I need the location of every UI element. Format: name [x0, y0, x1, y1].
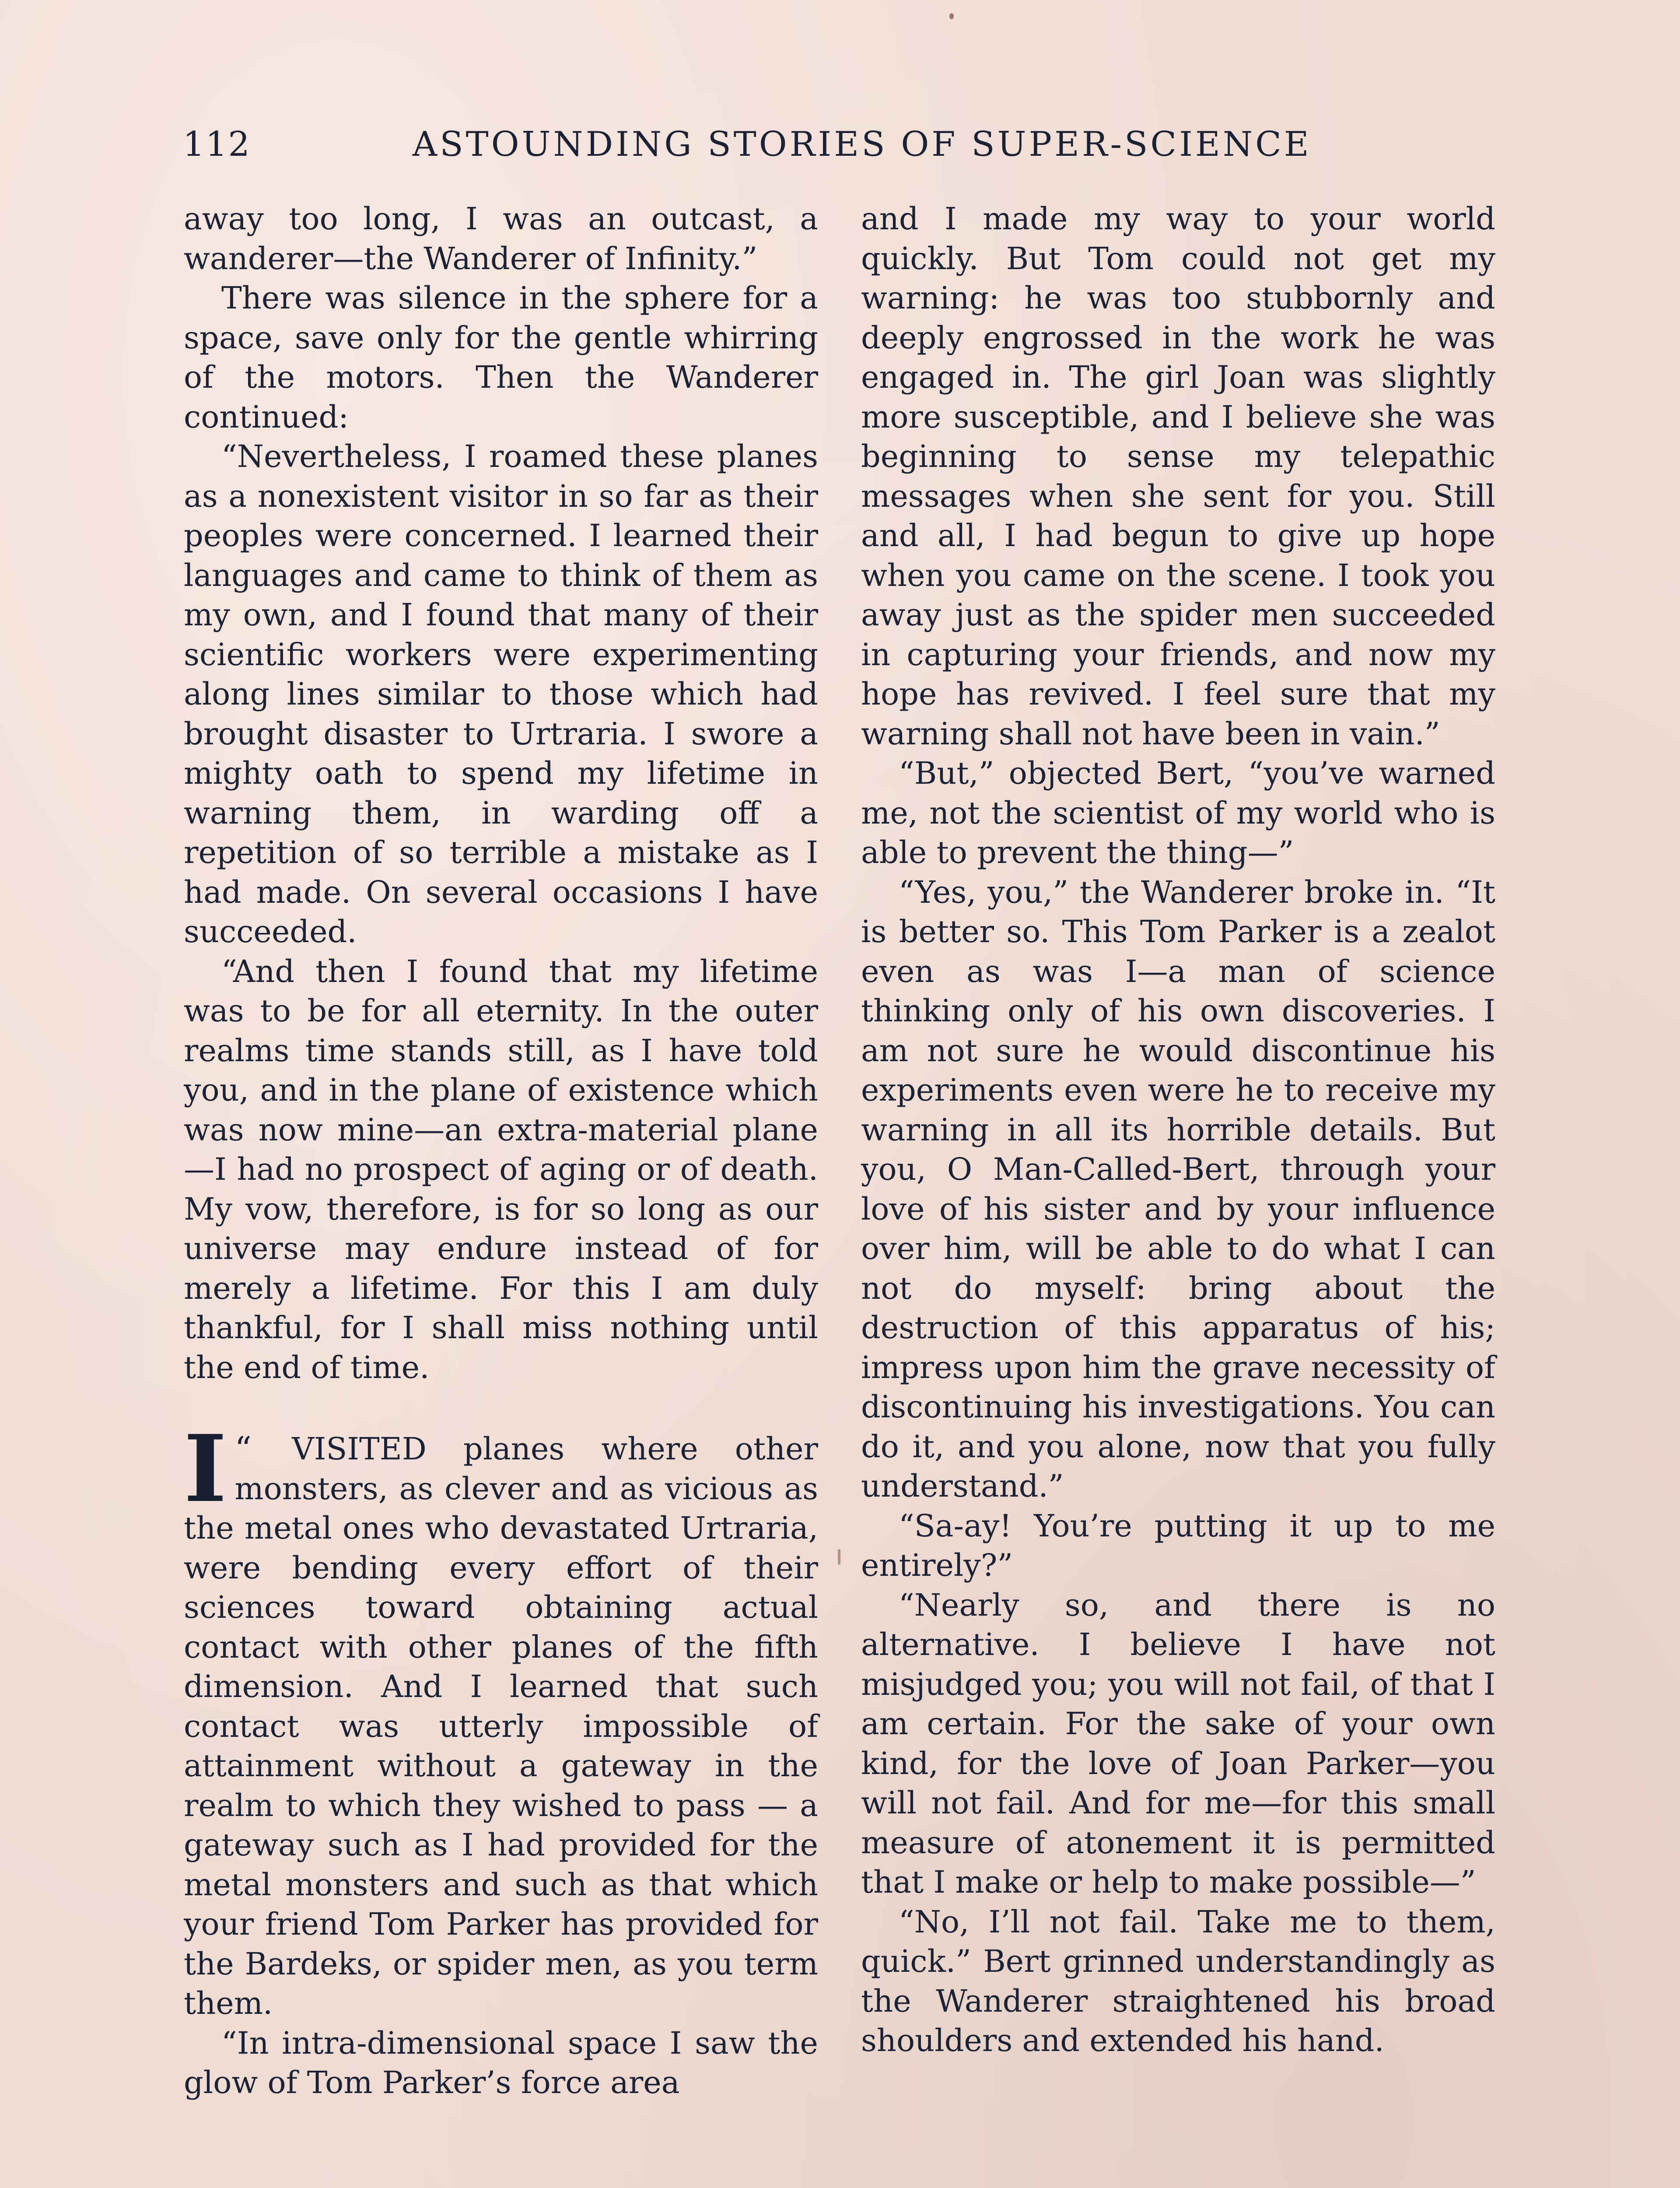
paper-speck [838, 1549, 840, 1565]
right-column [861, 199, 1495, 2061]
paragraph: “Yes, you,” the Wanderer broke in. “It is better so. This Tom Parker is a zealot even as was I—a man of science thinking only of his own discoveries. I am not sure he would discontinue his experiments even were he to receive my warning in all its horrible details. But you, O Man-Called-Bert, through your love of his sister and by your influence over him, will be able to do what I can not do myself: bring about the destruction of this apparatus of his; impress upon him the grave necessity of discontinuing his investigations. You can do it, and you alone, now that you fully understand.” [861, 874, 1495, 1504]
running-title: ASTOUNDING STORIES OF SUPER-SCIENCE [412, 125, 1312, 164]
page-header [183, 116, 1334, 173]
section-start-paragraph [184, 1415, 818, 2023]
paragraph: “Nearly so, and there is no alternative. I believe I have not misjudged you; you will not fail, of that I am certain. For the sake of your own kind, for the love of Joan Parker—you will not fail. And for me—for this small measure of atonement it is permitted that I make or help to make possible—” [861, 1587, 1495, 1900]
page-number: 112 [183, 125, 251, 164]
paragraph: “But,” objected Bert, “you’ve warned me, not the scientist of my world who is able to prevent the thing—” [861, 755, 1495, 870]
paragraph: There was silence in the sphere for a space, save only for the gentle whirring of the motors. Then the Wanderer continued: [184, 280, 818, 435]
left-column [184, 199, 818, 2103]
drop-cap: I [184, 1415, 227, 1523]
paragraph-text: VISITED planes where other monsters, as clever and as vicious as the metal ones who devastated Urtraria, were bending every effort of their sciences toward obtaining actual contact with other planes of the fifth dimension. And I learned that such contact was utterly impossible of attainment without a gateway in the realm to which they wished to pass — a gateway such as I had provided for the metal monsters and such as that which your friend Tom Parker has provided for the Bardeks, or spider men, as you term them. [184, 1431, 818, 2021]
paragraph: “Nevertheless, I roamed these planes as a nonexistent visitor in so far as their peoples were concerned. I learned their languages and came to think of them as my own, and I found that many of their scientific workers were experimenting along lines similar to those which had brought disaster to Urtraria. I swore a mighty oath to spend my lifetime in warning them, in warding off a repetition of so terrible a mistake as I had made. On several occasions I have succeeded. [184, 438, 818, 950]
paragraph: “In intra-dimensional space I saw the glow of Tom Parker’s force area [184, 2025, 818, 2100]
paragraph: and I made my way to your world quickly. But Tom could not get my warning: he was too stubbornly and deeply engrossed in the work he was engaged in. The girl Joan was slightly more susceptible, and I believe she was beginning to sense my telepathic messages when she sent for you. Still and all, I had begun to give up hope when you came on the scene. I took you away just as the spider men succeeded in capturing your friends, and now my hope has revived. I feel sure that my warning shall not have been in vain.” [861, 201, 1495, 752]
paragraph: “And then I found that my lifetime was to be for all eternity. In the outer realms time stands still, as I have told you, and in the plane of existence which was now mine—an extra-material plane—I had no prospect of aging or of death. My vow, therefore, is for so long as our universe may endure instead of for merely a lifetime. For this I am duly thankful, for I shall miss nothing until the end of time. [184, 953, 818, 1385]
paper-speck [949, 13, 954, 19]
paragraph: “No, I’ll not fail. Take me to them, quick.” Bert grinned understandingly as the Wanderer straightened his broad shoulders and extended his hand. [861, 1904, 1495, 2058]
paragraph: “Sa-ay! You’re putting it up to me entirely?” [861, 1508, 1495, 1583]
paragraph: away too long, I was an outcast, a wanderer—the Wanderer of Infinity.” [184, 201, 818, 277]
opening-quote: “ [234, 1429, 252, 1468]
